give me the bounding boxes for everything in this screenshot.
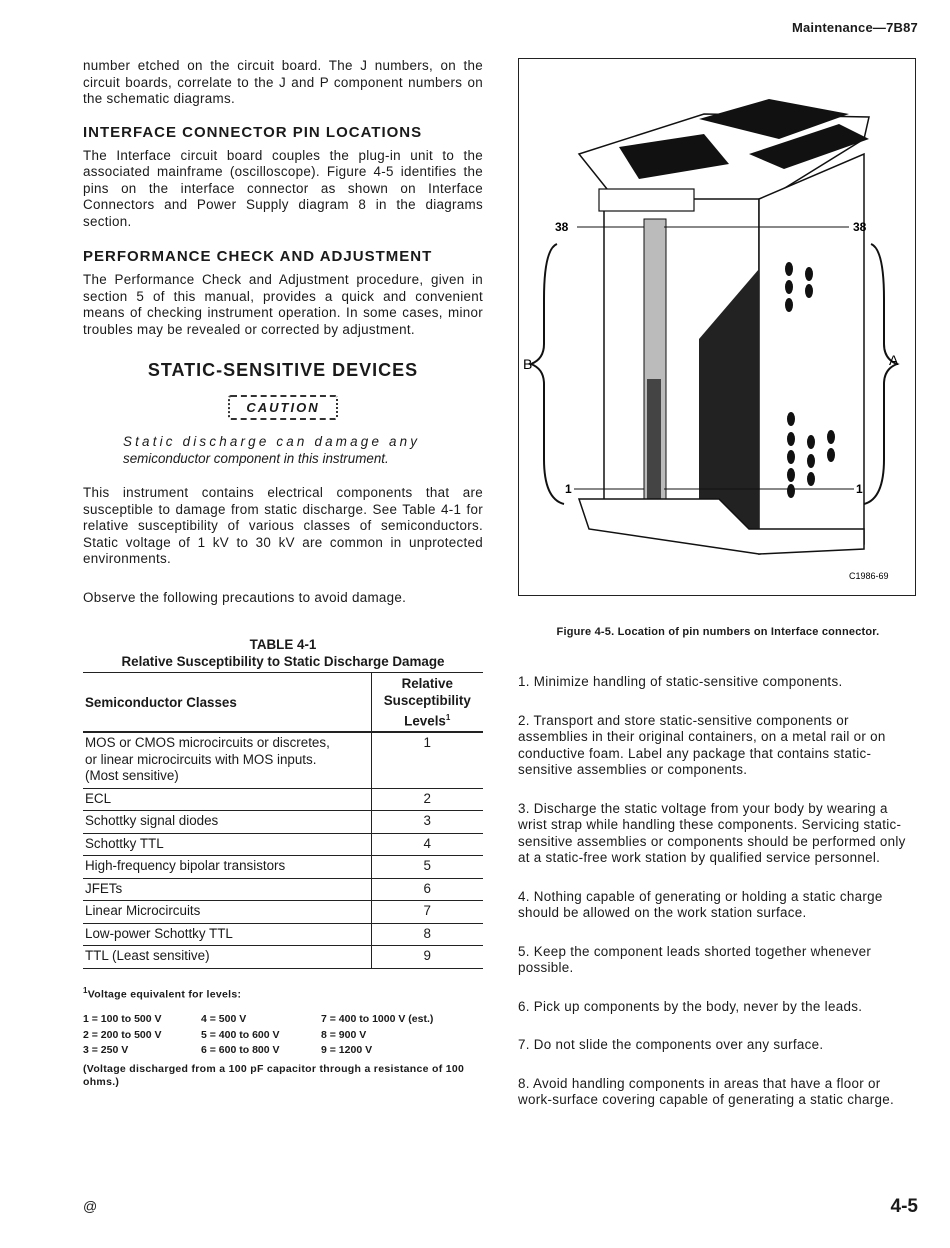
footer-symbol: @ [83,1198,98,1214]
header-footnote-mark: 1 [445,713,451,722]
table-row [83,901,483,924]
figure-caption: Figure 4-5. Location of pin numbers on Interface connector. [556,626,880,638]
table-row [83,788,483,811]
caution-line-2: semiconductor component in this instrument. [123,450,389,466]
label-38-right: 38 [853,220,867,234]
level-voltage: 1 = 100 to 500 V [83,1013,162,1026]
caution-label: CAUTION [228,395,337,420]
table-subtitle: Relative Susceptibility to Static Discharge Damage [121,654,445,669]
hole [787,432,795,446]
observe-paragraph: Observe the following precautions to avoid damage. [83,589,407,605]
footnote-levels [83,1012,483,1059]
hole [827,448,835,462]
class-cell: Linear Microcircuits [83,901,371,924]
level-cell: 8 [371,923,483,946]
pin-strip-dark [647,379,661,499]
hole [787,412,795,426]
level-voltage: 6 = 600 to 800 V [201,1044,280,1057]
level-voltage: 8 = 900 V [321,1028,367,1041]
level-cell: 4 [371,833,483,856]
running-header: Maintenance—7B87 [791,20,918,35]
level-cell: 3 [371,811,483,834]
figure-4-5 [518,58,916,596]
table-row [83,811,483,834]
table-row [83,732,483,788]
label-b: B [523,356,533,372]
class-cell: MOS or CMOS microcircuits or discretes, or linear microcircuits with MOS inputs. (Most sensitive) [83,732,371,788]
precautions-list [518,674,918,1109]
class-cell: Low-power Schottky TTL [83,923,371,946]
hole [805,267,813,281]
list-item: 6. Pick up components by the body, never by the leads. [518,998,863,1014]
level-voltage: 5 = 400 to 600 V [201,1028,280,1041]
table-footnote [83,983,483,1089]
hole [785,280,793,294]
footnote-note: (Voltage discharged from a 100 pF capacitor through a resistance of 100 ohms.) [83,1062,465,1088]
hole [787,450,795,464]
header-line-levels [374,709,482,729]
caution-line-1: Static discharge can damage any [123,434,421,449]
hole [785,262,793,276]
performance-paragraph: The Performance Check and Adjustment procedure, given in section 5 of this manual, provides a quick and convenient means of checking instrument operation. In some cases, minor troubles may be revealed or corrected by adjustment. [83,272,483,337]
hole [807,435,815,449]
right-column [518,58,918,1131]
table-row [83,923,483,946]
table-title [83,636,483,670]
level-voltage: 4 = 500 V [201,1013,247,1026]
table-row [83,833,483,856]
section-heading-interface: INTERFACE CONNECTOR PIN LOCATIONS [83,123,423,141]
list-item: 8. Avoid handling components in areas that have a floor or work-surface covering capable of generating a static charge. [518,1075,895,1107]
level-voltage: 3 = 250 V [83,1044,129,1057]
hole [805,284,813,298]
header-semiconductor-classes: Semiconductor Classes [83,673,371,733]
class-cell: TTL (Least sensitive) [83,946,371,969]
class-cell: JFETs [83,878,371,901]
level-cell: 9 [371,946,483,969]
table-header-row [83,673,483,733]
section-heading-performance: PERFORMANCE CHECK AND ADJUSTMENT [83,248,433,265]
level-cell: 6 [371,878,483,901]
list-item: 5. Keep the component leads shorted together whenever possible. [518,943,872,975]
level-cell: 7 [371,901,483,924]
table-row [83,946,483,969]
list-item: 3. Discharge the static voltage from your body by wearing a wrist strap while handling these components. Servicing static-sensitive assemblies or components should be performed only at a static-free work station by qualified service personnel. [518,800,906,865]
header-levels-text: Levels [404,713,446,729]
footnote-title-text: Voltage equivalent for levels: [87,988,242,1001]
hole [785,298,793,312]
footnote-mark: 1 [83,985,88,995]
connector-illustration [519,59,915,595]
brace-a [864,244,897,504]
class-cell: Schottky TTL [83,833,371,856]
footnote-title [83,983,483,1003]
label-a: A [889,352,899,368]
figure-code: C1986-69 [849,571,889,581]
list-item: 7. Do not slide the components over any surface. [518,1037,824,1052]
level-cell: 2 [371,788,483,811]
hole [807,472,815,486]
level-cell: 1 [371,732,483,788]
hole [807,454,815,468]
table-row [83,856,483,879]
static-paragraph: This instrument contains electrical components that are susceptible to damage from static discharge. See Table 4-1 for relative susceptibility of various classes of semiconductors. Static voltage of 1 kV to 30 kV are common in unprotected environments. [83,485,483,566]
caution-box [83,395,483,420]
list-item: 1. Minimize handling of static-sensitive components. [518,674,843,689]
table-row [83,878,483,901]
hole [827,430,835,444]
level-voltage: 9 = 1200 V [321,1044,373,1057]
list-item: 2. Transport and store static-sensitive components or assemblies in their original containers, on a metal rail or on conductive foam. Label any package that contains static-sensitive assemblies or components. [518,712,886,777]
level-voltage: 2 = 200 to 500 V [83,1028,162,1041]
interface-paragraph: The Interface circuit board couples the plug-in unit to the associated mainframe (oscilloscope). Figure 4-5 identifies the pins on the interface connector as shown on Interface Connectors and Power Supply diagram 8 in the diagrams section. [83,147,483,229]
left-column [83,58,483,1089]
label-1-right: 1 [856,482,863,496]
connector-body-right [759,154,864,554]
class-cell: Schottky signal diodes [83,811,371,834]
class-cell: High-frequency bipolar transistors [83,856,371,879]
class-cell: ECL [83,788,371,811]
level-voltage: 7 = 400 to 1000 V (est.) [321,1013,434,1026]
brace-b [531,244,564,504]
connector-cap [599,189,694,211]
hole [787,468,795,482]
susceptibility-table [83,672,483,969]
label-38-left: 38 [555,220,569,234]
level-cell: 5 [371,856,483,879]
table-number: TABLE 4-1 [249,637,317,652]
caution-statement [123,434,463,467]
header-line-susceptibility: Susceptibility [383,693,471,708]
intro-paragraph: number etched on the circuit board. The J numbers, on the circuit boards, correlate to the J and P component numbers on the schematic diagrams. [83,58,483,106]
section-heading-static: STATIC-SENSITIVE DEVICES [147,360,419,380]
header-line-relative: Relative [401,676,453,691]
page-number: 4-5 [890,1196,918,1217]
label-1-left: 1 [565,482,572,496]
list-item: 4. Nothing capable of generating or holding a static charge should be allowed on the work station surface. [518,888,883,920]
header-susceptibility-levels [371,673,483,733]
hole [787,484,795,498]
